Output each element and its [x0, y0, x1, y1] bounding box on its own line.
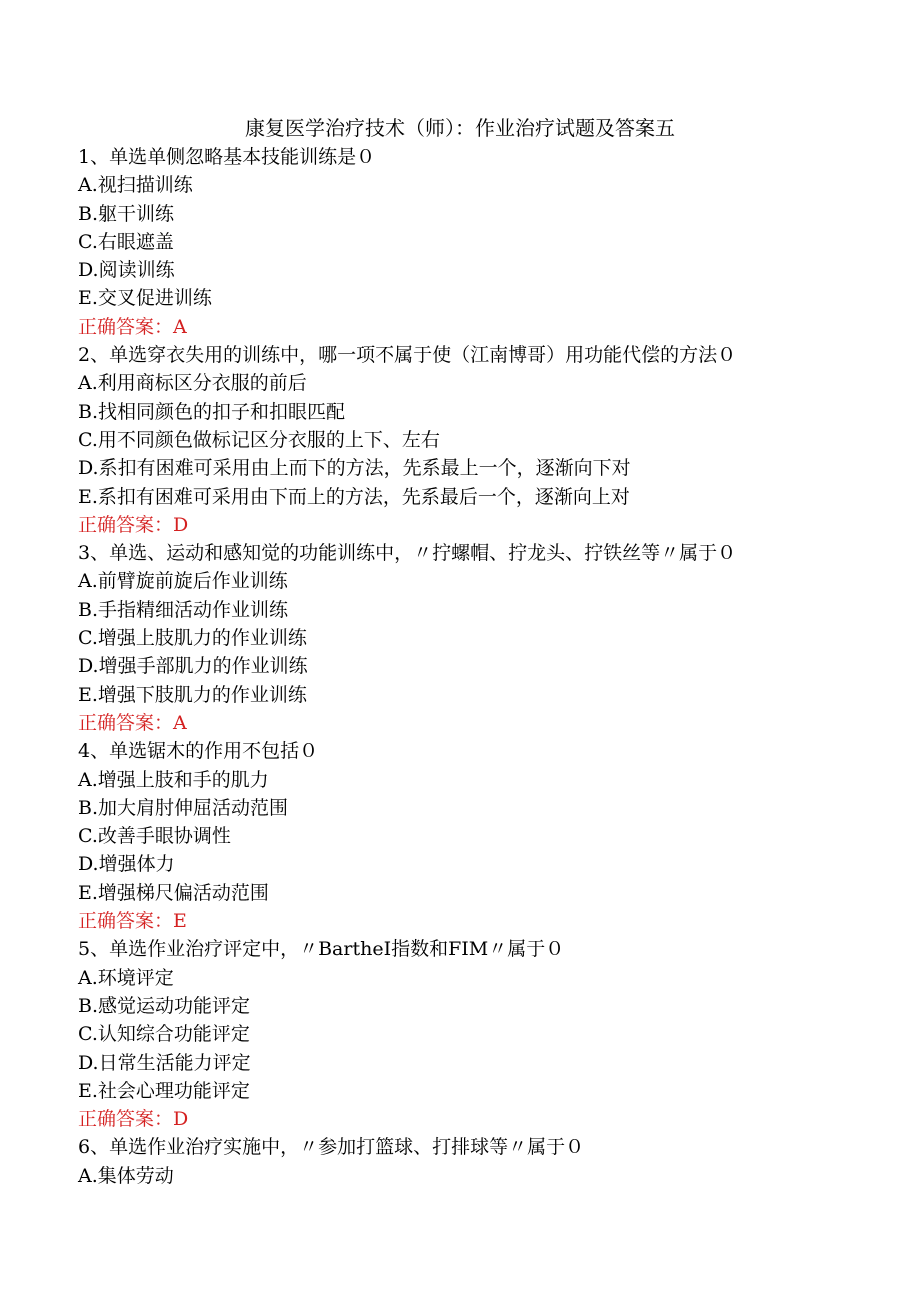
question-block	[78, 1133, 898, 1190]
option-e: E.增强梯尺偏活动范围	[78, 881, 269, 904]
correct-answer: 正确答案：A	[78, 711, 187, 734]
option-a: A.增强上肢和手的肌力	[78, 768, 269, 791]
option-b: B.手指精细活动作业训练	[78, 598, 289, 621]
question-list	[78, 143, 898, 1190]
option-c: C.改善手眼协调性	[78, 825, 231, 848]
option-a: A.集体劳动	[78, 1164, 174, 1187]
option-b: B.加大肩肘伸屈活动范围	[78, 796, 289, 819]
question-stem: 4、单选锯木的作用不包括０	[78, 740, 319, 763]
option-c: C.增强上肢肌力的作业训练	[78, 627, 307, 650]
option-e: E.社会心理功能评定	[78, 1079, 250, 1102]
option-e: E.交叉促进训练	[78, 287, 212, 310]
correct-answer: 正确答案：E	[78, 910, 187, 933]
option-b: B.找相同颜色的扣子和扣眼匹配	[78, 400, 346, 423]
question-block	[78, 935, 898, 1133]
option-c: C.用不同颜色做标记区分衣服的上下、左右	[78, 428, 440, 451]
question-block	[78, 737, 898, 935]
question-block	[78, 539, 898, 737]
option-a: A.利用商标区分衣服的前后	[78, 372, 307, 395]
option-d: D.增强手部肌力的作业训练	[78, 655, 308, 678]
option-d: D.阅读训练	[78, 259, 175, 282]
option-b: B.躯干训练	[78, 202, 175, 225]
option-b: B.感觉运动功能评定	[78, 994, 251, 1017]
correct-answer: 正确答案：A	[78, 315, 187, 338]
option-a: A.前臂旋前旋后作业训练	[78, 570, 288, 593]
document-title: 康复医学治疗技术（师）：作业治疗试题及答案五	[245, 116, 675, 140]
question-stem: 6、单选作业治疗实施中，〃参加打篮球、打排球等〃属于０	[78, 1136, 585, 1159]
option-d: D.系扣有困难可采用由上而下的方法，先系最上一个，逐渐向下对	[78, 457, 631, 480]
question-stem: 1、单选单侧忽略基本技能训练是０	[78, 146, 376, 168]
option-e: E.系扣有困难可采用由下而上的方法，先系最后一个，逐渐向上对	[78, 485, 630, 508]
option-d: D.日常生活能力评定	[78, 1051, 251, 1074]
question-stem: 3、单选、运动和感知觉的功能训练中，〃拧螺帽、拧龙头、拧铁丝等〃属于０	[78, 542, 737, 565]
option-c: C.右眼遮盖	[78, 230, 174, 253]
option-a: A.视扫描训练	[78, 174, 193, 197]
option-a: A.环境评定	[78, 966, 174, 989]
question-block	[78, 143, 898, 341]
correct-answer: 正确答案：D	[78, 1108, 189, 1131]
question-stem: 2、单选穿衣失用的训练中，哪一项不属于使（江南博哥）用功能代偿的方法０	[78, 344, 737, 367]
question-stem: 5、单选作业治疗评定中，〃BartheI指数和FIM〃属于０	[78, 938, 565, 961]
option-d: D.增强体力	[78, 853, 175, 876]
option-e: E.增强下肢肌力的作业训练	[78, 683, 307, 706]
option-c: C.认知综合功能评定	[78, 1023, 250, 1046]
question-block	[78, 341, 898, 539]
correct-answer: 正确答案：D	[78, 513, 189, 536]
